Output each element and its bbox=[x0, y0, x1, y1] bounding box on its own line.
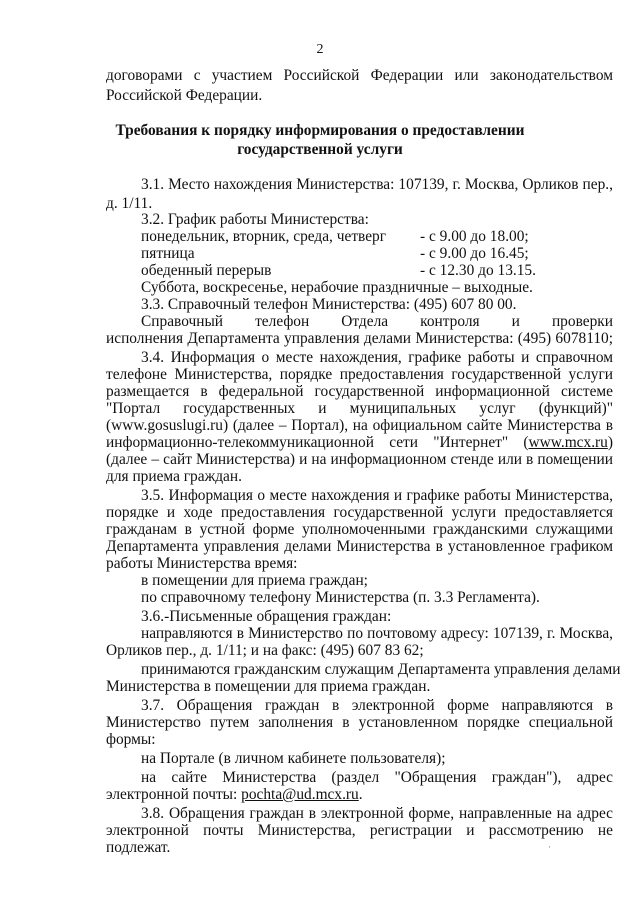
text-line: договорами с участием Российской Федерации или законодательством bbox=[106, 67, 613, 84]
text-line: подлежат. bbox=[106, 839, 171, 856]
text-line: 3.6.-Письменные обращения граждан: bbox=[141, 608, 392, 625]
text-line: Департамента управления делами Министерства в установленное графиком bbox=[106, 538, 613, 555]
text-line: принимаются гражданским служащим Департамента управления делами bbox=[141, 661, 621, 678]
text-span: . bbox=[358, 786, 363, 803]
schedule-day: понедельник, вторник, среда, четверг bbox=[141, 228, 387, 245]
text-line: Суббота, воскресенье, нерабочие праздничные – выходные. bbox=[141, 279, 533, 296]
schedule-day: пятница bbox=[141, 245, 195, 262]
text-line: 3.3. Справочный телефон Министерства: (495) 607 80 00. bbox=[141, 296, 517, 313]
section-heading: Требования к порядку информирования о предоставлении bbox=[115, 122, 525, 139]
section-heading: государственной услуги bbox=[237, 141, 403, 158]
scan-mark: · bbox=[548, 842, 551, 852]
text-line bbox=[106, 435, 613, 450]
text-line: гражданам в устной форме уполномоченными гражданскими служащими bbox=[106, 521, 613, 538]
text-line: Российской Федерации. bbox=[106, 87, 263, 104]
text-span: электронной почты: bbox=[106, 786, 242, 803]
schedule-day: обеденный перерыв bbox=[141, 262, 272, 279]
text-line: (далее – сайт Министерства) и на информационном стенде или в помещении bbox=[106, 451, 613, 468]
text-line: Справочный телефон Отдела контроля и проверки bbox=[141, 313, 613, 330]
text-line bbox=[106, 787, 363, 802]
text-line: телефоне Министерства, порядке предоставления государственной услуги bbox=[106, 366, 613, 383]
email-link[interactable]: pochta@ud.mcx.ru bbox=[241, 786, 359, 803]
text-line: (www.gosuslugi.ru) (далее – Портал), на официальном сайте Министерства в bbox=[106, 417, 613, 434]
text-line: 3.4. Информация о месте нахождения, графике работы и справочном bbox=[141, 349, 613, 366]
text-line: на Портале (в личном кабинете пользователя); bbox=[141, 750, 446, 767]
schedule-time: - с 12.30 до 13.15. bbox=[420, 262, 536, 279]
text-line: Орликов пер., д. 1/11; и на факс: (495) 607 83 62; bbox=[106, 642, 424, 659]
text-line: на сайте Министерства (раздел "Обращения граждан"), адрес bbox=[141, 769, 613, 786]
text-line: работы Министерства время: bbox=[106, 555, 298, 572]
text-line: по справочному телефону Министерства (п. 3.3 Регламента). bbox=[141, 589, 540, 606]
text-line: размещается в федеральной государственной информационной системе bbox=[106, 383, 613, 400]
text-line: 3.8. Обращения граждан в электронной форме, направленные на адрес bbox=[141, 805, 613, 822]
text-line: в помещении для приема граждан; bbox=[141, 572, 368, 589]
text-line: электронной почты Министерства, регистрации и рассмотрению не bbox=[106, 822, 613, 839]
text-line: Министерство путем заполнения в установленном порядке специальной bbox=[106, 714, 613, 731]
text-line: д. 1/11. bbox=[106, 195, 153, 212]
text-line: для приема граждан. bbox=[106, 468, 242, 485]
text-line: 3.7. Обращения граждан в электронной форме направляются в bbox=[141, 697, 613, 714]
text-line: порядке и ходе предоставления государственной услуги предоставляется bbox=[106, 504, 613, 521]
text-line: 3.5. Информация о месте нахождения и графике работы Министерства, bbox=[141, 487, 613, 504]
schedule-time: - с 9.00 до 16.45; bbox=[420, 245, 529, 262]
schedule-time: - с 9.00 до 18.00; bbox=[420, 228, 529, 245]
text-span: информационно-телекоммуникационной сети "Интернет" ( bbox=[106, 434, 529, 451]
site-link[interactable]: www.mcx.ru bbox=[528, 434, 608, 451]
text-line: Министерства в помещении для приема граждан. bbox=[106, 678, 431, 695]
text-line: 3.1. Место нахождения Министерства: 107139, г. Москва, Орликов пер., bbox=[141, 176, 613, 193]
page-number: 2 bbox=[316, 42, 324, 57]
text-line: "Портал государственных и муниципальных услуг (функций)" bbox=[106, 400, 613, 417]
text-line: направляются в Министерство по почтовому адресу: 107139, г. Москва, bbox=[141, 625, 613, 642]
text-line: формы: bbox=[106, 731, 156, 748]
text-line: исполнения Департамента управления делами Министерства: (495) 6078110; bbox=[106, 330, 613, 347]
text-span: ) bbox=[607, 434, 613, 451]
text-line: 3.2. График работы Министерства: bbox=[141, 211, 369, 228]
